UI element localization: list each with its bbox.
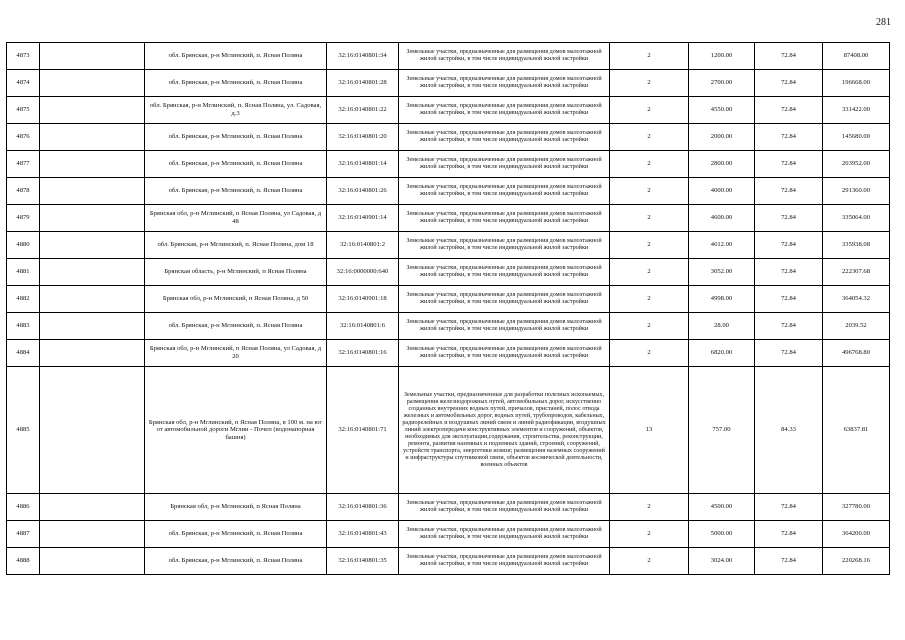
group-cell: 2 bbox=[610, 313, 689, 340]
blank-cell bbox=[40, 70, 145, 97]
cadastral-number-cell: 32:16:0140801:22 bbox=[327, 97, 399, 124]
row-number: 4880 bbox=[7, 232, 40, 259]
land-use-description-cell: Земельные участки, предназначенные для размещения домов малоэтажной жилой застройки, в том числе индивидуальной жилой застройки bbox=[399, 286, 610, 313]
cadastral-value-cell: 364200.00 bbox=[823, 521, 890, 548]
cadastral-number-cell: 32:16:0140901:18 bbox=[327, 286, 399, 313]
table-row bbox=[7, 313, 890, 340]
specific-value-cell: 72.84 bbox=[755, 97, 823, 124]
table-body bbox=[7, 43, 890, 575]
cadastral-number-cell: 32:16:0140801:28 bbox=[327, 70, 399, 97]
blank-cell bbox=[40, 286, 145, 313]
table-row bbox=[7, 178, 890, 205]
group-cell: 13 bbox=[610, 367, 689, 494]
cadastral-number-cell: 32:16:0140801:36 bbox=[327, 494, 399, 521]
blank-cell bbox=[40, 97, 145, 124]
cadastral-value-cell: 291360.00 bbox=[823, 178, 890, 205]
cadastral-value-cell: 222307.68 bbox=[823, 259, 890, 286]
land-use-description-cell: Земельные участки, предназначенные для размещения домов малоэтажной жилой застройки, в том числе индивидуальной жилой застройки bbox=[399, 151, 610, 178]
row-number: 4885 bbox=[7, 367, 40, 494]
table-row bbox=[7, 151, 890, 178]
land-use-description-cell: Земельные участки, предназначенные для размещения домов малоэтажной жилой застройки, в том числе индивидуальной жилой застройки bbox=[399, 548, 610, 575]
area-cell: 5000.00 bbox=[689, 521, 755, 548]
address-cell: обл. Брянская, р-н Мглинский, п. Ясная Поляна bbox=[145, 70, 327, 97]
table-row bbox=[7, 340, 890, 367]
address-cell: обл. Брянская, р-н Мглинский, п. Ясная Поляна bbox=[145, 178, 327, 205]
specific-value-cell: 72.84 bbox=[755, 340, 823, 367]
group-cell: 2 bbox=[610, 205, 689, 232]
land-use-description-cell: Земельные участки, предназначенные для размещения домов малоэтажной жилой застройки, в том числе индивидуальной жилой застройки bbox=[399, 97, 610, 124]
address-cell: обл. Брянская, р-н Мглинский, п. Ясная Поляна bbox=[145, 43, 327, 70]
area-cell: 4600.00 bbox=[689, 205, 755, 232]
area-cell: 4998.00 bbox=[689, 286, 755, 313]
cadastral-number-cell: 32:16:0140801:20 bbox=[327, 124, 399, 151]
table-row bbox=[7, 70, 890, 97]
cadastral-number-cell: 32:16:0140801:2 bbox=[327, 232, 399, 259]
group-cell: 2 bbox=[610, 259, 689, 286]
group-cell: 2 bbox=[610, 286, 689, 313]
row-number: 4888 bbox=[7, 548, 40, 575]
address-cell: Брянская обл, р-н Мглинский, п Ясная Поляна, ул Садовая, д 20 bbox=[145, 340, 327, 367]
specific-value-cell: 72.84 bbox=[755, 70, 823, 97]
specific-value-cell: 72.84 bbox=[755, 232, 823, 259]
blank-cell bbox=[40, 521, 145, 548]
specific-value-cell: 72.84 bbox=[755, 178, 823, 205]
blank-cell bbox=[40, 548, 145, 575]
address-cell: Брянская обл, р-н Мглинский, п Ясная Поляна, в 100 м. на юг от автомобильной дороги Мглин - Почеп (водонапорная башня) bbox=[145, 367, 327, 494]
land-register-table bbox=[6, 42, 890, 575]
cadastral-number-cell: 32:16:0140801:71 bbox=[327, 367, 399, 494]
cadastral-value-cell: 203952.00 bbox=[823, 151, 890, 178]
row-number: 4884 bbox=[7, 340, 40, 367]
blank-cell bbox=[40, 232, 145, 259]
blank-cell bbox=[40, 124, 145, 151]
cadastral-value-cell: 63837.81 bbox=[823, 367, 890, 494]
row-number: 4881 bbox=[7, 259, 40, 286]
blank-cell bbox=[40, 340, 145, 367]
group-cell: 2 bbox=[610, 43, 689, 70]
group-cell: 2 bbox=[610, 494, 689, 521]
area-cell: 4500.00 bbox=[689, 494, 755, 521]
table-row bbox=[7, 259, 890, 286]
area-cell: 2800.00 bbox=[689, 151, 755, 178]
cadastral-value-cell: 327780.00 bbox=[823, 494, 890, 521]
cadastral-number-cell: 32:16:0140801:34 bbox=[327, 43, 399, 70]
address-cell: обл. Брянская, р-н Мглинский, п. Ясная Поляна bbox=[145, 521, 327, 548]
row-number: 4875 bbox=[7, 97, 40, 124]
group-cell: 2 bbox=[610, 232, 689, 259]
row-number: 4879 bbox=[7, 205, 40, 232]
specific-value-cell: 72.84 bbox=[755, 286, 823, 313]
land-use-description-cell: Земельные участки, предназначенные для размещения домов малоэтажной жилой застройки, в том числе индивидуальной жилой застройки bbox=[399, 43, 610, 70]
group-cell: 2 bbox=[610, 340, 689, 367]
land-use-description-cell: Земельные участки, предназначенные для размещения домов малоэтажной жилой застройки, в том числе индивидуальной жилой застройки bbox=[399, 70, 610, 97]
cadastral-value-cell: 87408.00 bbox=[823, 43, 890, 70]
row-number: 4874 bbox=[7, 70, 40, 97]
land-use-description-cell: Земельные участки, предназначенные для размещения домов малоэтажной жилой застройки, в том числе индивидуальной жилой застройки bbox=[399, 124, 610, 151]
table-row bbox=[7, 232, 890, 259]
cadastral-value-cell: 496768.80 bbox=[823, 340, 890, 367]
area-cell: 757.00 bbox=[689, 367, 755, 494]
address-cell: обл. Брянская, р-н Мглинский, п. Ясная Поляна bbox=[145, 313, 327, 340]
address-cell: Брянская обл, р-н Мглинский, п Ясная Поляна, ул Садовая, д 48 bbox=[145, 205, 327, 232]
area-cell: 4550.00 bbox=[689, 97, 755, 124]
cadastral-number-cell: 32:16:0140801:14 bbox=[327, 151, 399, 178]
blank-cell bbox=[40, 259, 145, 286]
blank-cell bbox=[40, 205, 145, 232]
land-use-description-cell: Земельные участки, предназначенные для разработки полезных ископаемых, размещения железнодорожных путей, автомобильных дорог, искусственно созданных внутренних водных путей, причалов, пристаней, полос отвода железных и автомобильных дорог, водных путей, трубопроводов, кабельных, радиорелейных и воздушных линий связи и линий радиофикации, воздушных линий электропередачи конструктивных элементов и сооружений, объектов, необходимых для эксплуатации,содержания, строительства, реконструкции, ремонта, развития наземных и подземных зданий, строений, сооружений, устройств транспорта, энергетики исвязи; размещения наземных сооружений и инфраструктуры спутниковой связи, объектов космической деятельности, военных объектов bbox=[399, 367, 610, 494]
cadastral-value-cell: 335938.08 bbox=[823, 232, 890, 259]
cadastral-number-cell: 32:16:0140901:14 bbox=[327, 205, 399, 232]
land-use-description-cell: Земельные участки, предназначенные для размещения домов малоэтажной жилой застройки, в том числе индивидуальной жилой застройки bbox=[399, 340, 610, 367]
land-use-description-cell: Земельные участки, предназначенные для размещения домов малоэтажной жилой застройки, в том числе индивидуальной жилой застройки bbox=[399, 232, 610, 259]
blank-cell bbox=[40, 43, 145, 70]
group-cell: 2 bbox=[610, 178, 689, 205]
table-row bbox=[7, 124, 890, 151]
cadastral-value-cell: 220268.16 bbox=[823, 548, 890, 575]
cadastral-value-cell: 145680.00 bbox=[823, 124, 890, 151]
area-cell: 28.00 bbox=[689, 313, 755, 340]
land-use-description-cell: Земельные участки, предназначенные для размещения домов малоэтажной жилой застройки, в том числе индивидуальной жилой застройки bbox=[399, 494, 610, 521]
address-cell: обл. Брянская, р-н Мглинский, п. Ясная Поляна bbox=[145, 548, 327, 575]
area-cell: 4612.00 bbox=[689, 232, 755, 259]
table-row bbox=[7, 494, 890, 521]
address-cell: Брянская обл, р-н Мглинский, п Ясная Поляна bbox=[145, 494, 327, 521]
specific-value-cell: 72.84 bbox=[755, 521, 823, 548]
address-cell: обл. Брянская, р-н Мглинский, п. Ясная Поляна, дом 18 bbox=[145, 232, 327, 259]
specific-value-cell: 72.84 bbox=[755, 124, 823, 151]
area-cell: 4000.00 bbox=[689, 178, 755, 205]
cadastral-value-cell: 364054.32 bbox=[823, 286, 890, 313]
row-number: 4883 bbox=[7, 313, 40, 340]
table-row bbox=[7, 205, 890, 232]
specific-value-cell: 72.84 bbox=[755, 205, 823, 232]
land-use-description-cell: Земельные участки, предназначенные для размещения домов малоэтажной жилой застройки, в том числе индивидуальной жилой застройки bbox=[399, 259, 610, 286]
table-row bbox=[7, 97, 890, 124]
address-cell: обл. Брянская, р-н Мглинский, п. Ясная Поляна bbox=[145, 124, 327, 151]
area-cell: 2000.00 bbox=[689, 124, 755, 151]
cadastral-value-cell: 2039.52 bbox=[823, 313, 890, 340]
group-cell: 2 bbox=[610, 521, 689, 548]
specific-value-cell: 72.84 bbox=[755, 313, 823, 340]
blank-cell bbox=[40, 367, 145, 494]
area-cell: 3052.00 bbox=[689, 259, 755, 286]
row-number: 4876 bbox=[7, 124, 40, 151]
cadastral-number-cell: 32:16:0140801:16 bbox=[327, 340, 399, 367]
address-cell: Брянская область, р-н Мглинский, п Ясная Поляна bbox=[145, 259, 327, 286]
cadastral-number-cell: 32:16:0000000:640 bbox=[327, 259, 399, 286]
address-cell: обл. Брянская, р-н Мглинский, п. Ясная Поляна, ул. Садовая, д.3 bbox=[145, 97, 327, 124]
cadastral-value-cell: 335064.00 bbox=[823, 205, 890, 232]
address-cell: обл. Брянская, р-н Мглинский, п. Ясная Поляна bbox=[145, 151, 327, 178]
row-number: 4873 bbox=[7, 43, 40, 70]
page-number: 281 bbox=[876, 17, 891, 28]
blank-cell bbox=[40, 151, 145, 178]
group-cell: 2 bbox=[610, 97, 689, 124]
cadastral-number-cell: 32:16:0140801:43 bbox=[327, 521, 399, 548]
table-row bbox=[7, 367, 890, 494]
row-number: 4886 bbox=[7, 494, 40, 521]
specific-value-cell: 72.84 bbox=[755, 494, 823, 521]
land-use-description-cell: Земельные участки, предназначенные для размещения домов малоэтажной жилой застройки, в том числе индивидуальной жилой застройки bbox=[399, 313, 610, 340]
land-use-description-cell: Земельные участки, предназначенные для размещения домов малоэтажной жилой застройки, в том числе индивидуальной жилой застройки bbox=[399, 205, 610, 232]
land-use-description-cell: Земельные участки, предназначенные для размещения домов малоэтажной жилой застройки, в том числе индивидуальной жилой застройки bbox=[399, 178, 610, 205]
group-cell: 2 bbox=[610, 70, 689, 97]
area-cell: 2700.00 bbox=[689, 70, 755, 97]
cadastral-number-cell: 32:16:0140801:6 bbox=[327, 313, 399, 340]
group-cell: 2 bbox=[610, 151, 689, 178]
cadastral-number-cell: 32:16:0140801:35 bbox=[327, 548, 399, 575]
cadastral-value-cell: 196668.00 bbox=[823, 70, 890, 97]
specific-value-cell: 72.84 bbox=[755, 151, 823, 178]
blank-cell bbox=[40, 313, 145, 340]
table-row bbox=[7, 43, 890, 70]
row-number: 4887 bbox=[7, 521, 40, 548]
area-cell: 6820.00 bbox=[689, 340, 755, 367]
cadastral-value-cell: 331422.00 bbox=[823, 97, 890, 124]
address-cell: Брянская обл, р-н Мглинский, п Ясная Поляна, д 50 bbox=[145, 286, 327, 313]
group-cell: 2 bbox=[610, 548, 689, 575]
group-cell: 2 bbox=[610, 124, 689, 151]
table-row bbox=[7, 286, 890, 313]
specific-value-cell: 72.84 bbox=[755, 43, 823, 70]
specific-value-cell: 72.84 bbox=[755, 548, 823, 575]
row-number: 4877 bbox=[7, 151, 40, 178]
row-number: 4882 bbox=[7, 286, 40, 313]
specific-value-cell: 84.33 bbox=[755, 367, 823, 494]
table-row bbox=[7, 521, 890, 548]
area-cell: 1200.00 bbox=[689, 43, 755, 70]
blank-cell bbox=[40, 494, 145, 521]
land-use-description-cell: Земельные участки, предназначенные для размещения домов малоэтажной жилой застройки, в том числе индивидуальной жилой застройки bbox=[399, 521, 610, 548]
cadastral-number-cell: 32:16:0140801:26 bbox=[327, 178, 399, 205]
area-cell: 3024.00 bbox=[689, 548, 755, 575]
blank-cell bbox=[40, 178, 145, 205]
table-row bbox=[7, 548, 890, 575]
specific-value-cell: 72.84 bbox=[755, 259, 823, 286]
row-number: 4878 bbox=[7, 178, 40, 205]
